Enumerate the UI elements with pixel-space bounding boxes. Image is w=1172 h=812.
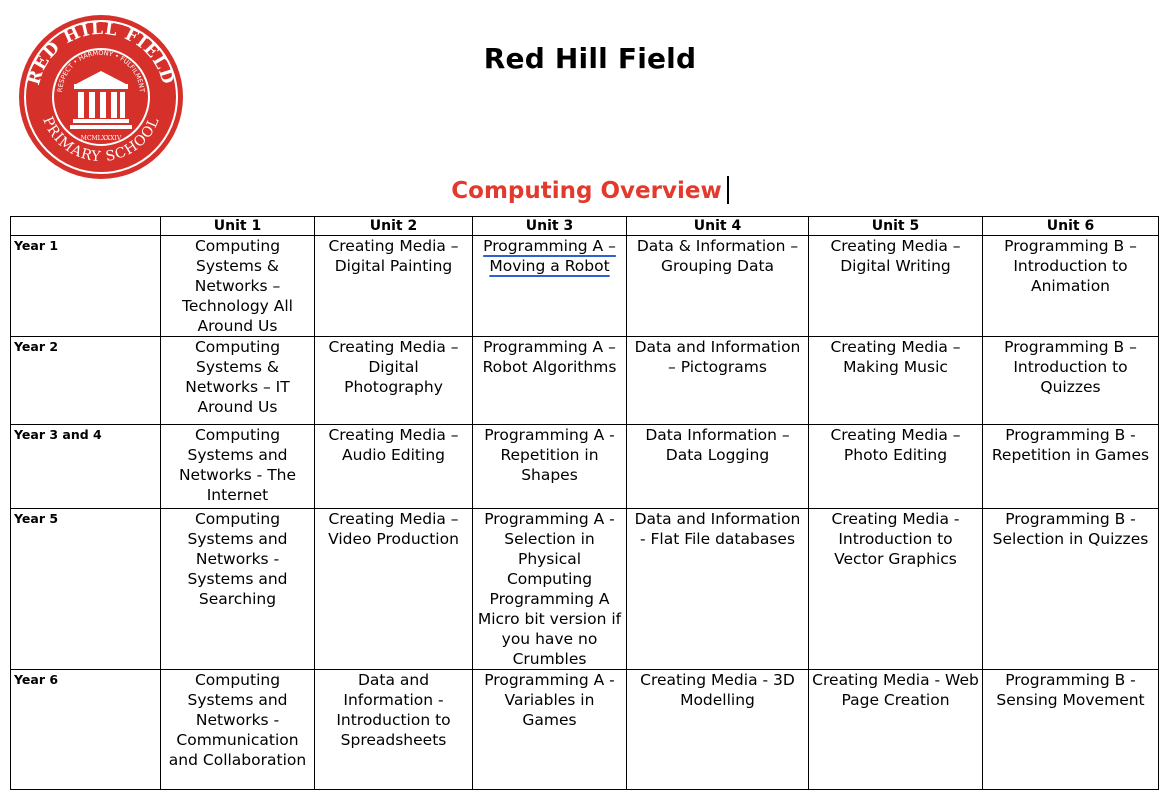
logo-arc-bottom: PRIMARY SCHOOL [39,114,163,166]
table-cell: Creating Media – Digital Photography [315,337,473,425]
table-cell: Creating Media – Digital Writing [809,236,983,337]
table-cell: Computing Systems and Networks - Systems and Searching [161,509,315,670]
table-cell: Programming A - Selection in Physical Computing Programming A Micro bit version if you have no Crumbles [473,509,627,670]
header-cell-unit-3: Unit 3 [473,217,627,236]
table-cell: Creating Media - Introduction to Vector Graphics [809,509,983,670]
year-label: Year 2 [11,337,161,425]
table-cell: Data & Information – Grouping Data [627,236,809,337]
table-cell: Creating Media – Audio Editing [315,425,473,509]
table-cell: Computing Systems and Networks - Communication and Collaboration [161,670,315,790]
table-cell: Programming A - Variables in Games [473,670,627,790]
year-label: Year 6 [11,670,161,790]
table-cell: Programming B – Introduction to Quizzes [983,337,1159,425]
header-cell-blank [11,217,161,236]
table-row [11,670,1159,790]
header-row [11,217,1159,236]
page-subtitle [0,176,1172,204]
table-cell: Data and Information - Introduction to Spreadsheets [315,670,473,790]
table-cell: Programming B – Introduction to Animation [983,236,1159,337]
text-cursor [727,176,729,204]
table-cell: Data and Information - Flat File databases [627,509,809,670]
table-cell: Data Information – Data Logging [627,425,809,509]
table-cell: Computing Systems and Networks - The Internet [161,425,315,509]
table-cell: Creating Media - 3D Modelling [627,670,809,790]
header-cell-unit-2: Unit 2 [315,217,473,236]
header-cell-unit-6: Unit 6 [983,217,1159,236]
table-cell: Data and Information – Pictograms [627,337,809,425]
table-cell: Creating Media – Photo Editing [809,425,983,509]
header-cell-unit-1: Unit 1 [161,217,315,236]
table-cell: Programming B - Sensing Movement [983,670,1159,790]
subtitle-text: Computing Overview [451,178,722,204]
table-cell: Creating Media – Digital Painting [315,236,473,337]
table-cell: Programming A – Robot Algorithms [473,337,627,425]
table-cell: Creating Media - Web Page Creation [809,670,983,790]
header-cell-unit-5: Unit 5 [809,217,983,236]
table-cell: Programming B - Selection in Quizzes [983,509,1159,670]
table-cell: Computing Systems & Networks – Technology All Around Us [161,236,315,337]
header-cell-unit-4: Unit 4 [627,217,809,236]
year-label: Year 5 [11,509,161,670]
logo-year-numeral: MCMLXXXIV [80,135,122,142]
table-row [11,425,1159,509]
year-label: Year 1 [11,236,161,337]
logo-arc-top: RED HILL FIELD [24,18,178,88]
table-row [11,236,1159,337]
table-row [11,337,1159,425]
table-cell: Creating Media – Video Production [315,509,473,670]
page-title: Red Hill Field [483,42,697,75]
table-cell: Creating Media – Making Music [809,337,983,425]
table-cell: Programming A – Moving a Robot [473,236,627,337]
logo-motto: RESPECT • HARMONY • FULFILMENT [56,49,146,93]
table-row [11,509,1159,670]
table-cell: Programming A - Repetition in Shapes [473,425,627,509]
school-logo [18,14,184,180]
table-cell: Computing Systems & Networks – IT Around Us [161,337,315,425]
year-label: Year 3 and 4 [11,425,161,509]
computing-overview-table [10,216,1159,790]
table-cell: Programming B - Repetition in Games [983,425,1159,509]
